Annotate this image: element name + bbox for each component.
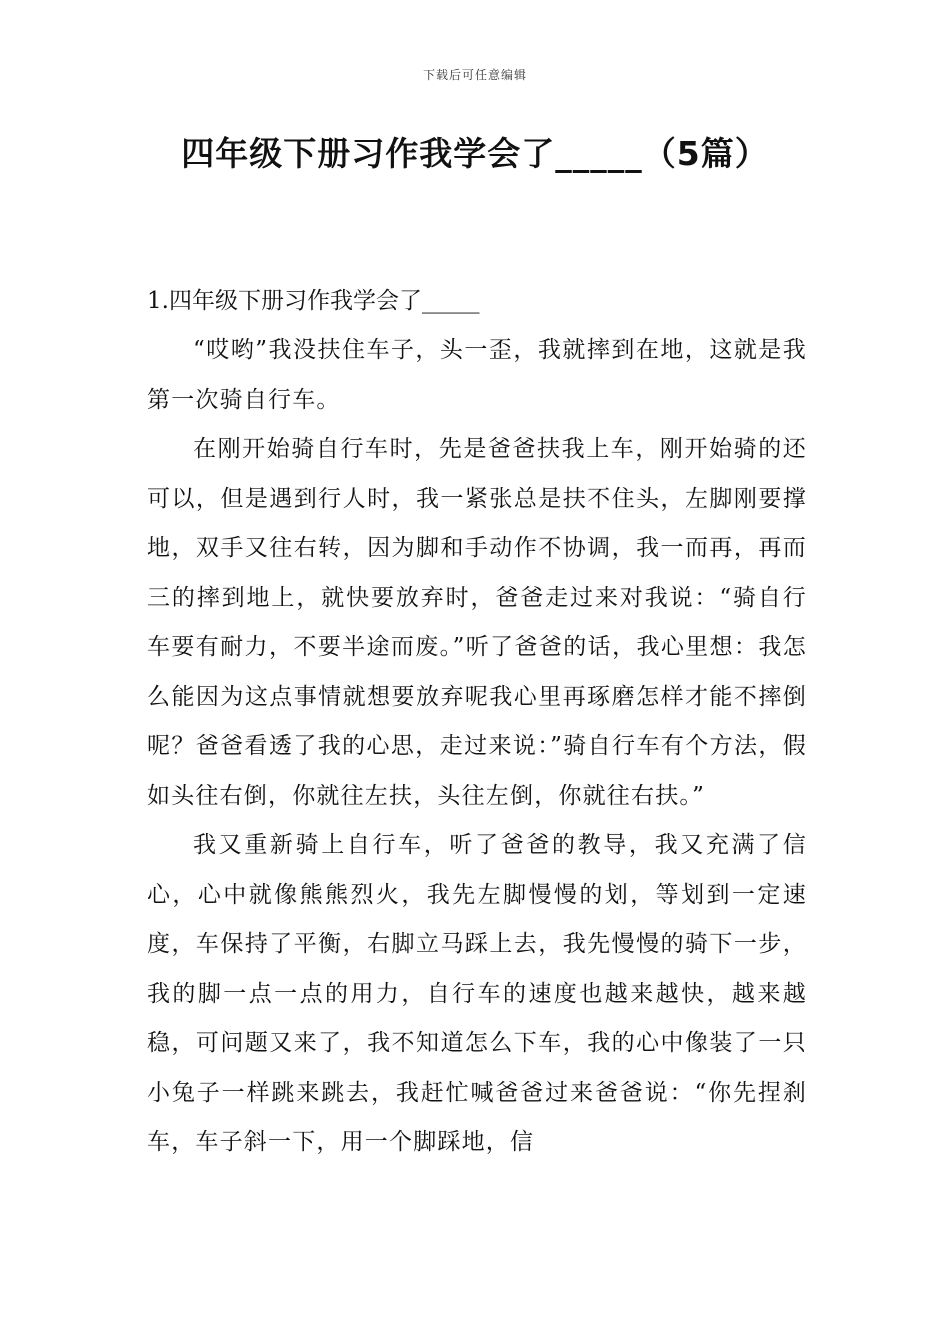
section-heading: 1.四年级下册习作我学会了_____: [147, 288, 480, 314]
paragraph: 我又重新骑上自行车，听了爸爸的教导，我又充满了信心，心中就像熊熊烈火，我先左脚慢慢的划，等划到一定速度，车保持了平衡，右脚立马踩上去，我先慢慢的骑下一步，我的脚一点一点的用力，自行车的速度也越来越快，越来越稳，可问题又来了，我不知道怎么下车，我的心中像装了一只小兔子一样跳来跳去，我赶忙喊爸爸过来爸爸说：“你先捏刹车，车子斜一下，用一个脚踩地，信: [147, 832, 807, 1155]
paragraph: 在刚开始骑自行车时，先是爸爸扶我上车，刚开始骑的还可以，但是遇到行人时，我一紧张总是扶不住头，左脚刚要撑地，双手又往右转，因为脚和手动作不协调，我一而再，再而三的摔到地上，就快要放弃时，爸爸走过来对我说：“骑自行车要有耐力，不要半途而废。”听了爸爸的话，我心里想：我怎么能因为这点事情就想要放弃呢我心里再琢磨怎样才能不摔倒呢？爸爸看透了我的心思，走过来说：”骑自行车有个方法，假如头往右倒，你就往左扶，头往左倒，你就往右扶。”: [147, 436, 807, 809]
document-title: 四年级下册习作我学会了_____（5篇）: [181, 134, 769, 173]
article-body: [147, 326, 807, 1168]
paragraph: “哎哟”我没扶住车子，头一歪，我就摔到在地，这就是我第一次骑自行车。: [147, 337, 807, 413]
header-note: 下载后可任意编辑: [422, 68, 527, 82]
